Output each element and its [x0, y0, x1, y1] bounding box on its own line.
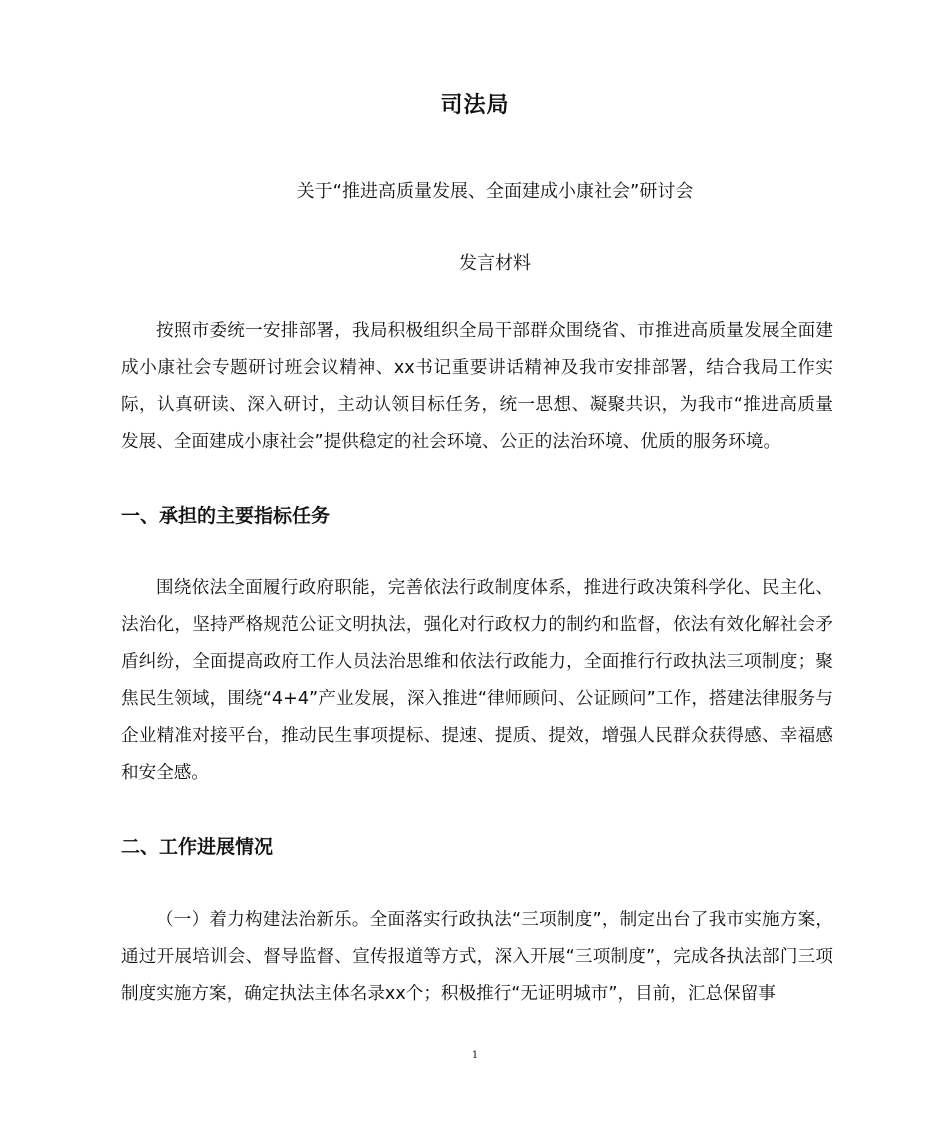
section-progress-paragraph: （一）着力构建法治新乐。全面落实行政执法“三项制度”，制定出台了我市实施方案，通过开展培训会、督导监督、宣传报道等方式，深入开展“三项制度”，完成各执法部门三项制度实施方案，确定执法主体名录xx个；积极推行“无证明城市”，目前，汇总保留事	[121, 910, 833, 1004]
section-heading-tasks: 一、承担的主要指标任务	[121, 505, 331, 527]
document-subtitle-material: 发言材料	[459, 253, 531, 274]
document-title: 司法局	[440, 93, 510, 118]
page-number: 1	[471, 1050, 479, 1061]
intro-paragraph: 按照市委统一安排部署，我局积极组织全局干部群众围绕省、市推进高质量发展全面建成小康社会专题研讨班会议精神、xx书记重要讲话精神及我市安排部署，结合我局工作实际，认真研读、深入研讨，主动认领目标任务，统一思想、凝聚共识，为我市“推进高质量发展、全面建成小康社会”提供稳定的社会环境、公正的法治环境、优质的服务环境。	[121, 321, 833, 452]
document-subtitle: 关于“推进高质量发展、全面建成小康社会”研讨会	[296, 181, 694, 202]
section-tasks-paragraph: 围绕依法全面履行政府职能，完善依法行政制度体系，推进行政决策科学化、民主化、法治化，坚持严格规范公证文明执法，强化对行政权力的制约和监督，依法有效化解社会矛盾纠纷，全面提高政府工作人员法治思维和依法行政能力，全面推行行政执法三项制度；聚焦民生领域，围绕“4+4”产业发展，深入推进“律师顾问、公证顾问”工作，搭建法律服务与企业精准对接平台，推动民生事项提标、提速、提质、提效，增强人民群众获得感、幸福感和安全感。	[121, 578, 833, 783]
section-heading-progress: 二、工作进展情况	[121, 836, 274, 858]
